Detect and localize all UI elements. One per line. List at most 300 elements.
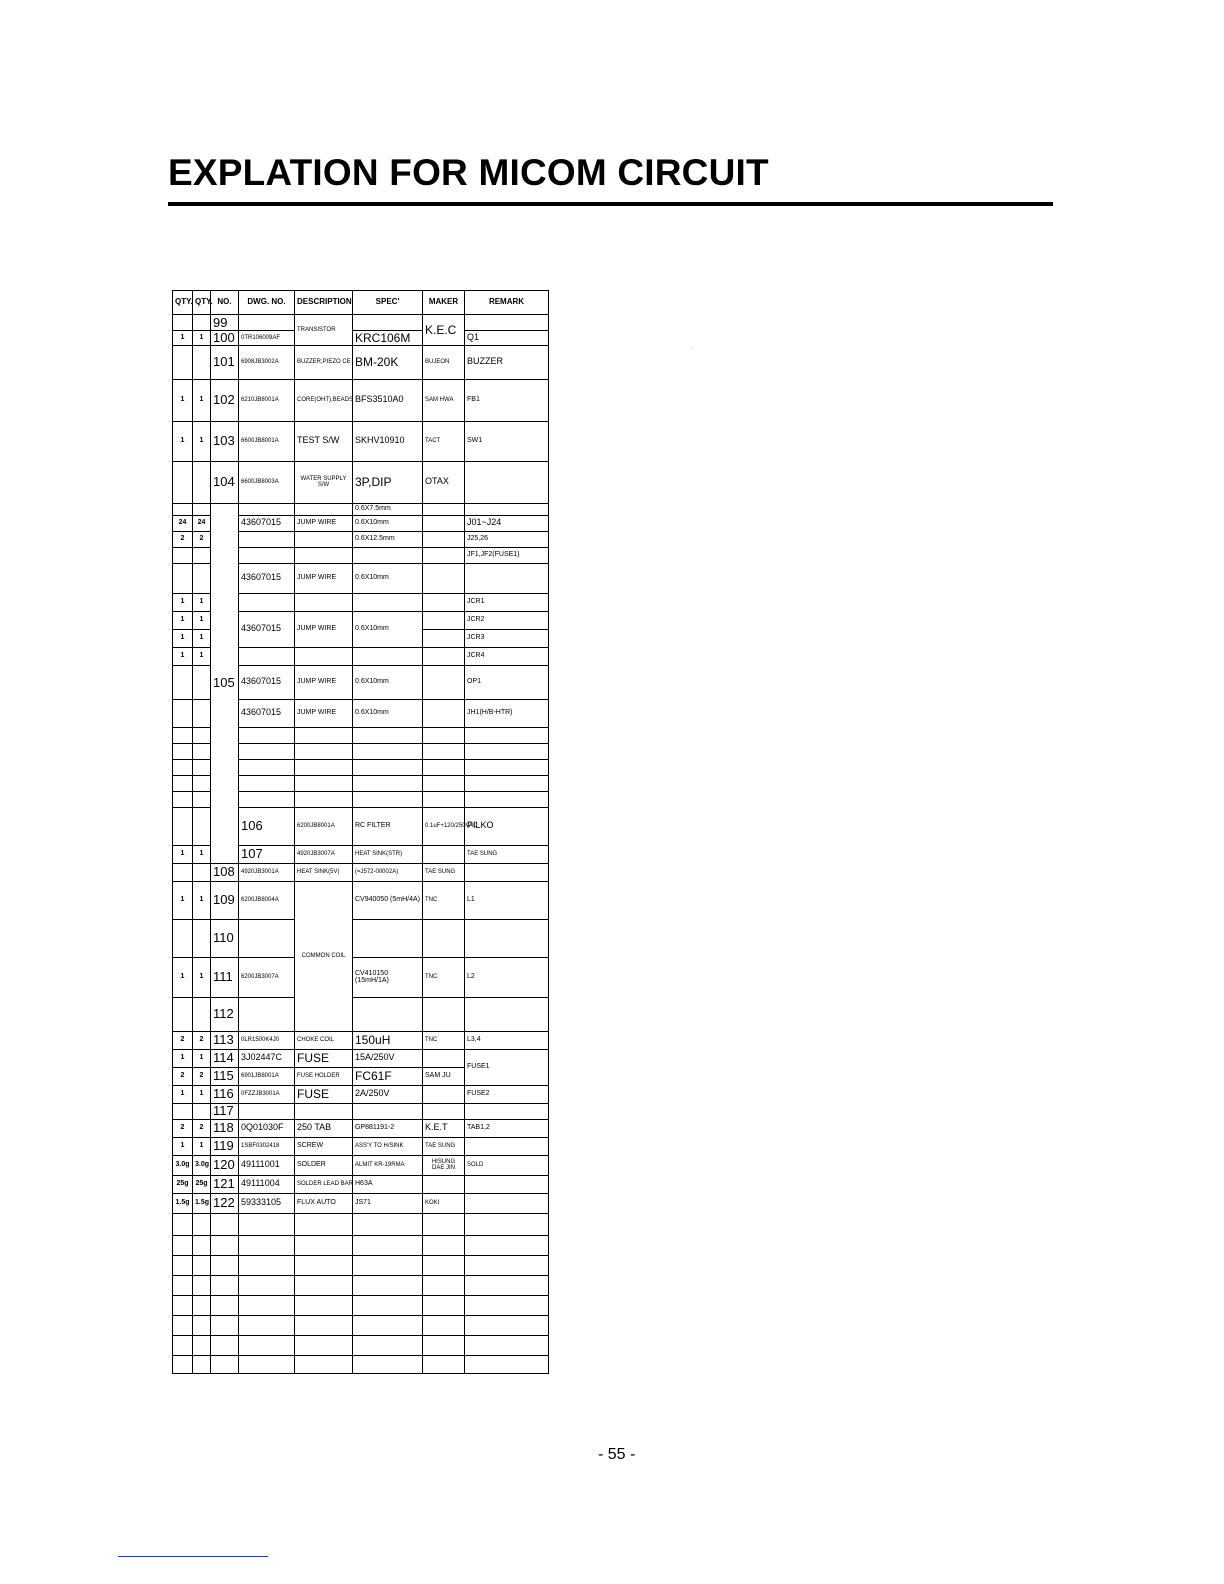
cell bbox=[211, 1255, 239, 1275]
cell bbox=[465, 1213, 549, 1235]
cell-no: 113 bbox=[211, 1031, 239, 1049]
cell-description: JUMP WIRE bbox=[295, 699, 353, 727]
cell-remark: L2 bbox=[465, 957, 549, 997]
table-header-row bbox=[173, 291, 549, 315]
cell-spec: ASS'Y TO H/SINK bbox=[353, 1137, 423, 1155]
cell bbox=[239, 1315, 295, 1335]
cell bbox=[239, 1335, 295, 1355]
cell-dwg-no: 43607015 bbox=[239, 699, 295, 727]
cell-spec: SKHV10910 bbox=[353, 421, 423, 461]
cell-maker: TNC bbox=[423, 1031, 465, 1049]
table-row bbox=[173, 1049, 549, 1067]
cell-remark: JCR4 bbox=[465, 647, 549, 665]
cell bbox=[423, 563, 465, 593]
cell bbox=[423, 1275, 465, 1295]
cell bbox=[193, 1213, 211, 1235]
cell-dwg-no: 6200JB8001A bbox=[295, 807, 353, 845]
cell-qty: 1 bbox=[173, 845, 193, 863]
cell bbox=[239, 791, 295, 807]
cell bbox=[423, 845, 465, 863]
cell bbox=[295, 743, 353, 759]
cell bbox=[295, 1295, 353, 1315]
cell bbox=[353, 315, 423, 331]
cell bbox=[193, 1255, 211, 1275]
cell bbox=[193, 775, 211, 791]
cell-qty: 1 bbox=[193, 379, 211, 421]
cell-dwg-no: 43607015 bbox=[239, 563, 295, 593]
cell-dwg-no: 0LR1500K4J0 bbox=[239, 1031, 295, 1049]
cell-spec: 0.1uF+120/250VAC bbox=[423, 807, 465, 845]
cell-maker: SAM HWA bbox=[423, 379, 465, 421]
cell-qty: 1 bbox=[173, 331, 193, 346]
cell bbox=[465, 1315, 549, 1335]
table-row bbox=[173, 863, 549, 881]
cell bbox=[465, 919, 549, 957]
cell bbox=[353, 547, 423, 563]
cell-no: 111 bbox=[211, 957, 239, 997]
cell-remark: JF1,JF2(FUSE1) bbox=[465, 547, 549, 563]
cell bbox=[193, 807, 211, 845]
cell-qty: 1 bbox=[173, 1049, 193, 1067]
cell bbox=[353, 919, 423, 957]
cell bbox=[295, 1103, 353, 1119]
cell bbox=[353, 1235, 423, 1255]
cell bbox=[465, 727, 549, 743]
cell-spec: 0.6X10mm bbox=[353, 563, 423, 593]
cell bbox=[295, 759, 353, 775]
cell bbox=[193, 1275, 211, 1295]
cell bbox=[465, 791, 549, 807]
cell-no: 109 bbox=[211, 881, 239, 919]
cell-no: 121 bbox=[211, 1175, 239, 1193]
cell-qty: 1 bbox=[173, 379, 193, 421]
cell-qty: 1 bbox=[173, 629, 193, 647]
cell bbox=[193, 547, 211, 563]
cell bbox=[465, 759, 549, 775]
cell bbox=[465, 563, 549, 593]
cell bbox=[211, 1315, 239, 1335]
cell bbox=[423, 775, 465, 791]
cell-no: 110 bbox=[211, 919, 239, 957]
cell-spec: JS71 bbox=[353, 1193, 423, 1213]
table-row bbox=[173, 461, 549, 503]
cell-qty: 24 bbox=[173, 515, 193, 531]
cell bbox=[423, 759, 465, 775]
cell bbox=[423, 665, 465, 699]
cell bbox=[211, 1275, 239, 1295]
cell bbox=[239, 997, 295, 1031]
cell-description: JUMP WIRE bbox=[295, 665, 353, 699]
cell bbox=[239, 1255, 295, 1275]
cell-qty: 1.5g bbox=[193, 1193, 211, 1213]
cell-no: 117 bbox=[211, 1103, 239, 1119]
cell bbox=[353, 775, 423, 791]
cell bbox=[193, 1103, 211, 1119]
cell bbox=[353, 593, 423, 611]
cell-maker: BUJEON bbox=[423, 345, 465, 379]
cell bbox=[193, 997, 211, 1031]
cell bbox=[423, 611, 465, 629]
cell-no: 103 bbox=[211, 421, 239, 461]
cell bbox=[465, 1355, 549, 1373]
cell-spec: ALMIT KR-19RMA bbox=[353, 1155, 423, 1175]
cell-qty: 1 bbox=[173, 593, 193, 611]
cell bbox=[295, 775, 353, 791]
cell bbox=[465, 1137, 549, 1155]
cell bbox=[423, 743, 465, 759]
cell-qty: 1 bbox=[193, 881, 211, 919]
cell bbox=[423, 629, 465, 647]
table-row bbox=[173, 1275, 549, 1295]
cell-qty: 3.0g bbox=[173, 1155, 193, 1175]
cell bbox=[193, 759, 211, 775]
cell-spec: 0.6X7.5mm bbox=[353, 503, 423, 515]
cell-qty: 1 bbox=[173, 611, 193, 629]
cell bbox=[423, 1335, 465, 1355]
cell-spec: 3P,DIP bbox=[353, 461, 423, 503]
table-row bbox=[173, 1085, 549, 1103]
table-row bbox=[173, 1295, 549, 1315]
cell bbox=[193, 1295, 211, 1315]
cell bbox=[353, 1275, 423, 1295]
cell-qty: 1 bbox=[193, 1085, 211, 1103]
cell-dwg-no: 6600JB8003A bbox=[239, 461, 295, 503]
cell-spec: H63A bbox=[353, 1175, 423, 1193]
cell bbox=[353, 1255, 423, 1275]
cell-dwg-no: 43607015 bbox=[239, 515, 295, 531]
table-row bbox=[173, 1031, 549, 1049]
cell bbox=[423, 647, 465, 665]
cell-description: WATER SUPPLY S/W bbox=[295, 461, 353, 503]
table-row bbox=[173, 379, 549, 421]
cell bbox=[423, 547, 465, 563]
cell bbox=[239, 647, 295, 665]
cell bbox=[239, 743, 295, 759]
cell bbox=[173, 863, 193, 881]
cell-description: JUMP WIRE bbox=[295, 611, 353, 647]
table-row bbox=[173, 331, 549, 346]
cell bbox=[423, 699, 465, 727]
cell bbox=[353, 1335, 423, 1355]
cell-no: 104 bbox=[211, 461, 239, 503]
cell bbox=[465, 461, 549, 503]
table-row bbox=[173, 1315, 549, 1335]
cell bbox=[173, 665, 193, 699]
cell-maker: OTAX bbox=[423, 461, 465, 503]
cell-qty: 1.5g bbox=[173, 1193, 193, 1213]
cell bbox=[239, 1235, 295, 1255]
cell-remark: JCR3 bbox=[465, 629, 549, 647]
cell bbox=[193, 791, 211, 807]
table-row bbox=[173, 1155, 549, 1175]
cell bbox=[353, 647, 423, 665]
cell bbox=[353, 743, 423, 759]
cell-spec: 15A/250V bbox=[353, 1049, 423, 1067]
cell bbox=[239, 727, 295, 743]
cell-no: 119 bbox=[211, 1137, 239, 1155]
cell-maker: TAE SUNG bbox=[423, 863, 465, 881]
cell-maker: TNC bbox=[423, 881, 465, 919]
cell bbox=[423, 1355, 465, 1373]
cell-qty: 1 bbox=[193, 957, 211, 997]
cell bbox=[173, 807, 193, 845]
cell bbox=[193, 315, 211, 331]
table-row bbox=[173, 1175, 549, 1193]
cell-description: FLUX AUTO bbox=[295, 1193, 353, 1213]
cell bbox=[465, 997, 549, 1031]
cell-maker: TAE SUNG bbox=[423, 1137, 465, 1155]
cell bbox=[173, 791, 193, 807]
cell-no: 122 bbox=[211, 1193, 239, 1213]
cell-spec: (=J572-00002A) bbox=[353, 863, 423, 881]
cell-spec: BFS3510A0 bbox=[353, 379, 423, 421]
cell-no: 102 bbox=[211, 379, 239, 421]
cell-description: JUMP WIRE bbox=[295, 515, 353, 531]
header-qty-1: QTY. bbox=[173, 291, 193, 315]
cell bbox=[173, 699, 193, 727]
cell-maker: K.E.C bbox=[423, 315, 465, 346]
cell-spec: CV940050 (5mH/4A) bbox=[353, 881, 423, 919]
cell-qty: 1 bbox=[173, 1137, 193, 1155]
cell-qty: 2 bbox=[193, 1031, 211, 1049]
cell bbox=[423, 727, 465, 743]
cell bbox=[193, 1335, 211, 1355]
cell bbox=[465, 863, 549, 881]
cell bbox=[295, 647, 353, 665]
cell bbox=[353, 791, 423, 807]
table-row bbox=[173, 1119, 549, 1137]
cell-dwg-no: 3J02447C bbox=[239, 1049, 295, 1067]
table-row bbox=[173, 1235, 549, 1255]
cell bbox=[173, 563, 193, 593]
cell-qty: 1 bbox=[173, 1085, 193, 1103]
cell-qty: 25g bbox=[173, 1175, 193, 1193]
cell-description: COMMON COIL bbox=[295, 881, 353, 1031]
cell bbox=[465, 315, 549, 331]
cell-description: TEST S/W bbox=[295, 421, 353, 461]
cell-remark: BUZZER bbox=[465, 345, 549, 379]
cell-description: TRANSISTOR bbox=[295, 315, 353, 346]
cell-dwg-no: 6600JB8001A bbox=[239, 421, 295, 461]
cell-description: JUMP WIRE bbox=[295, 563, 353, 593]
cell-qty: 24 bbox=[193, 515, 211, 531]
cell-qty: 25g bbox=[193, 1175, 211, 1193]
cell bbox=[173, 1335, 193, 1355]
table-row bbox=[173, 421, 549, 461]
table-row bbox=[173, 957, 549, 997]
cell-spec: 0.6X10mm bbox=[353, 699, 423, 727]
cell-maker: KOKI bbox=[423, 1193, 465, 1213]
cell-qty: 1 bbox=[173, 957, 193, 997]
cell-qty: 1 bbox=[193, 1049, 211, 1067]
cell bbox=[173, 759, 193, 775]
cell-dwg-no: 49111001 bbox=[239, 1155, 295, 1175]
table-row bbox=[173, 919, 549, 957]
cell-remark: SOLD bbox=[465, 1155, 549, 1175]
cell-spec: KRC106M bbox=[353, 331, 423, 346]
cell bbox=[423, 1085, 465, 1103]
cell bbox=[193, 503, 211, 515]
cell bbox=[173, 1103, 193, 1119]
scan-speck bbox=[692, 348, 693, 349]
cell-maker: HISUNG DAE JIN bbox=[423, 1155, 465, 1175]
cell-remark: JCR2 bbox=[465, 611, 549, 629]
cell-dwg-no: 1SBF0302418 bbox=[239, 1137, 295, 1155]
cell bbox=[423, 1315, 465, 1335]
cell bbox=[353, 1355, 423, 1373]
cell bbox=[193, 919, 211, 957]
cell-maker: TAE SUNG bbox=[465, 845, 549, 863]
cell-remark: Q1 bbox=[465, 331, 549, 346]
header-spec: SPEC' bbox=[353, 291, 423, 315]
page-title: EXPLATION FOR MICOM CIRCUIT bbox=[168, 152, 769, 193]
cell bbox=[239, 1355, 295, 1373]
cell-qty: 3.0g bbox=[193, 1155, 211, 1175]
cell-remark: SW1 bbox=[465, 421, 549, 461]
cell-no: 99 bbox=[211, 315, 239, 331]
table-row bbox=[173, 345, 549, 379]
cell bbox=[211, 1295, 239, 1315]
cell-qty: 1 bbox=[193, 845, 211, 863]
cell-spec: BM-20K bbox=[353, 345, 423, 379]
cell-no: 108 bbox=[211, 863, 239, 881]
cell bbox=[173, 743, 193, 759]
cell-qty: 1 bbox=[193, 611, 211, 629]
table-row bbox=[173, 997, 549, 1031]
header-maker: MAKER bbox=[423, 291, 465, 315]
cell-description: HEAT SINK(5V) bbox=[295, 863, 353, 881]
title-underline bbox=[168, 202, 1053, 206]
cell-no: 116 bbox=[211, 1085, 239, 1103]
cell bbox=[465, 1335, 549, 1355]
cell-spec: FC61F bbox=[353, 1067, 423, 1085]
cell bbox=[423, 1213, 465, 1235]
table-row bbox=[173, 1193, 549, 1213]
cell bbox=[239, 503, 295, 515]
cell bbox=[465, 775, 549, 791]
cell-qty: 2 bbox=[173, 531, 193, 547]
cell-dwg-no: 4920JB3007A bbox=[295, 845, 353, 863]
cell bbox=[193, 345, 211, 379]
cell bbox=[295, 1355, 353, 1373]
cell bbox=[353, 727, 423, 743]
cell-maker: TNC bbox=[423, 957, 465, 997]
cell bbox=[193, 563, 211, 593]
cell bbox=[423, 997, 465, 1031]
cell bbox=[295, 1275, 353, 1295]
cell bbox=[465, 1235, 549, 1255]
cell bbox=[173, 1213, 193, 1235]
cell bbox=[239, 919, 295, 957]
cell-maker: PILKO bbox=[465, 807, 549, 845]
cell bbox=[295, 593, 353, 611]
cell bbox=[295, 1255, 353, 1275]
cell-maker: SAM JU bbox=[423, 1067, 465, 1085]
cell-description: CHOKE COIL bbox=[295, 1031, 353, 1049]
cell-remark: JH1(H/B-HTR) bbox=[465, 699, 549, 727]
cell bbox=[465, 1255, 549, 1275]
cell-remark: L3,4 bbox=[465, 1031, 549, 1049]
cell-no: 114 bbox=[211, 1049, 239, 1067]
cell bbox=[239, 759, 295, 775]
cell-description: RC FILTER bbox=[353, 807, 423, 845]
cell bbox=[173, 315, 193, 331]
cell bbox=[239, 593, 295, 611]
cell bbox=[239, 1213, 295, 1235]
cell-no: 106 bbox=[239, 807, 295, 845]
cell bbox=[173, 461, 193, 503]
cell bbox=[353, 759, 423, 775]
cell bbox=[193, 665, 211, 699]
cell bbox=[173, 775, 193, 791]
cell bbox=[353, 1315, 423, 1335]
cell bbox=[423, 791, 465, 807]
cell-description: FUSE bbox=[295, 1085, 353, 1103]
cell-description: BUZZER,PIEZO CE bbox=[295, 345, 353, 379]
cell-dwg-no: 6908JB3002A bbox=[239, 345, 295, 379]
cell-dwg-no: 49111004 bbox=[239, 1175, 295, 1193]
cell-no: 112 bbox=[211, 997, 239, 1031]
cell-dwg-no: 6901JB8001A bbox=[239, 1067, 295, 1085]
table-row bbox=[173, 1355, 549, 1373]
header-dwg-no: DWG. NO. bbox=[239, 291, 295, 315]
cell bbox=[423, 1235, 465, 1255]
cell-remark: FUSE2 bbox=[465, 1085, 549, 1103]
cell-dwg-no: 6210JB8001A bbox=[239, 379, 295, 421]
cell-qty: 2 bbox=[173, 1031, 193, 1049]
cell bbox=[173, 997, 193, 1031]
cell-remark: FB1 bbox=[465, 379, 549, 421]
cell-dwg-no: 6200JB3007A bbox=[239, 957, 295, 997]
table-row bbox=[173, 503, 549, 515]
cell-maker: K.E.T bbox=[423, 1119, 465, 1137]
cell bbox=[353, 1213, 423, 1235]
cell-spec: 0.6X10mm bbox=[353, 611, 423, 647]
cell-qty: 2 bbox=[173, 1067, 193, 1085]
table-row bbox=[173, 1213, 549, 1235]
cell-qty: 1 bbox=[173, 647, 193, 665]
cell bbox=[465, 1295, 549, 1315]
cell-qty: 1 bbox=[173, 421, 193, 461]
cell-description: HEAT SINK(STR) bbox=[353, 845, 423, 863]
cell bbox=[211, 1213, 239, 1235]
cell-qty: 1 bbox=[193, 331, 211, 346]
cell-dwg-no: 43607015 bbox=[239, 665, 295, 699]
cell bbox=[239, 547, 295, 563]
table-row bbox=[173, 1137, 549, 1155]
cell-description: FUSE HOLDER bbox=[295, 1067, 353, 1085]
cell bbox=[173, 1235, 193, 1255]
cell-qty: 2 bbox=[173, 1119, 193, 1137]
cell-description: CORE(OHT),BEADS bbox=[295, 379, 353, 421]
cell-description: SCREW bbox=[295, 1137, 353, 1155]
cell bbox=[353, 1295, 423, 1315]
cell-remark: J01~J24 bbox=[465, 515, 549, 531]
cell bbox=[173, 919, 193, 957]
cell-qty: 1 bbox=[173, 881, 193, 919]
cell bbox=[239, 1295, 295, 1315]
table-row bbox=[173, 315, 549, 331]
cell bbox=[193, 1235, 211, 1255]
cell bbox=[211, 1335, 239, 1355]
header-remark: REMARK bbox=[465, 291, 549, 315]
cell-spec: 0.6X10mm bbox=[353, 515, 423, 531]
cell bbox=[465, 1193, 549, 1213]
cell-dwg-no: 6200JB8004A bbox=[239, 881, 295, 919]
cell bbox=[295, 791, 353, 807]
cell bbox=[295, 1213, 353, 1235]
header-qty-2: QTY. bbox=[193, 291, 211, 315]
